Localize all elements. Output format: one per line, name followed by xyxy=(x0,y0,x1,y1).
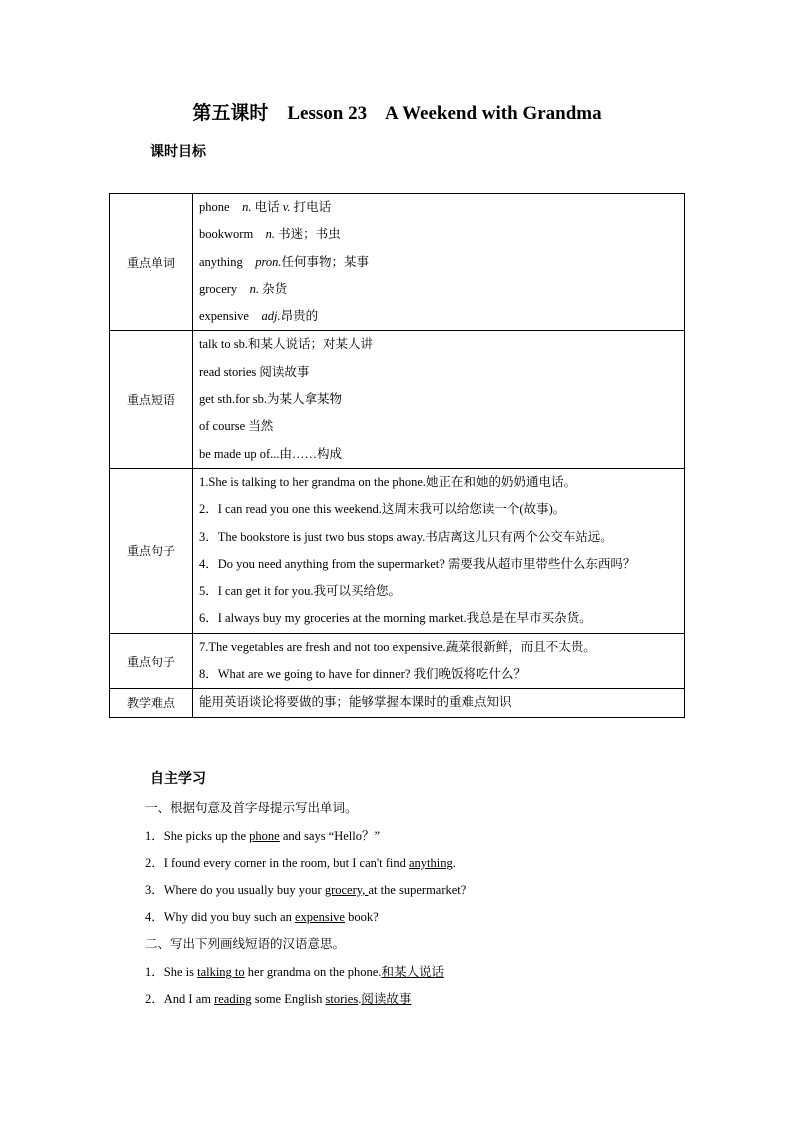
table-row-sentences-1 xyxy=(110,468,685,633)
word-item: expensive adj.昂贵的 xyxy=(199,309,319,324)
page-title: 第五课时 Lesson 23 A Weekend with Grandma xyxy=(192,103,602,124)
words-cell xyxy=(193,194,685,331)
table-row-sentences-2 xyxy=(110,633,685,689)
sentence-item: 2．I can read you one this weekend.这周末我可以给您读一个(故事)。 xyxy=(199,502,566,517)
table-row-phrases xyxy=(110,331,685,468)
answer-blank: 阅读故事 xyxy=(361,992,412,1006)
phrase-item: talk to sb.和某人说话；对某人讲 xyxy=(199,337,373,352)
word-item: grocery n. 杂货 xyxy=(199,281,288,296)
exercise-1-heading: 一、根据句意及首字母提示写出单词。 xyxy=(145,800,358,815)
answer-blank: grocery, xyxy=(324,883,369,897)
sentence-item: 6．I always buy my groceries at the morning market.我总是在早市买杂货。 xyxy=(199,611,592,626)
sentence-item: 5．I can get it for you.我可以买给您。 xyxy=(199,584,402,599)
underlined-phrase: reading xyxy=(214,992,252,1006)
exercise-item: 1．She picks up the phone and says “Hello？” xyxy=(145,829,381,843)
answer-blank: 和某人说话 xyxy=(381,965,444,979)
sentences-cell xyxy=(193,468,685,633)
category-phrases: 重点短语 xyxy=(110,331,193,468)
sentence-item: 7.The vegetables are fresh and not too expensive.蔬菜很新鲜，而且不太贵。 xyxy=(199,639,596,654)
category-difficulty: 教学难点 xyxy=(110,689,193,717)
table-row-words xyxy=(110,194,685,331)
exercise-item: 2．And I am reading some English stories.阅读故事 xyxy=(145,992,412,1006)
sentence-item: 4．Do you need anything from the supermarket? 需要我从超市里带些什么东西吗？ xyxy=(199,556,636,571)
difficulty-cell xyxy=(193,689,685,717)
word-item: bookworm n. 书迷；书虫 xyxy=(199,227,341,242)
category-words: 重点单词 xyxy=(110,194,193,331)
sentences-cell xyxy=(193,633,685,689)
phrase-item: get sth.for sb.为某人拿某物 xyxy=(199,392,343,407)
sentence-item: 8．What are we going to have for dinner? 我们晚饭将吃什么？ xyxy=(199,667,527,682)
underlined-phrase: talking to xyxy=(197,965,245,979)
category-sentences: 重点句子 xyxy=(110,468,193,633)
exercise-item: 3．Where do you usually buy your grocery, at the supermarket? xyxy=(145,883,467,897)
phrase-item: be made up of...由……构成 xyxy=(199,446,343,461)
word-item: anything pron.任何事物；某事 xyxy=(199,254,370,269)
phrases-cell xyxy=(193,331,685,468)
exercise-item: 2．I found every corner in the room, but I can't find anything. xyxy=(145,856,456,870)
lesson-goals-table xyxy=(109,193,685,718)
goals-label: 课时目标 xyxy=(150,144,206,160)
exercise-item: 4．Why did you buy such an expensive book? xyxy=(145,910,379,924)
sentence-item: 1.She is talking to her grandma on the phone.她正在和她的奶奶通电话。 xyxy=(199,474,577,489)
phrase-item: of course 当然 xyxy=(199,419,274,434)
word-item: phone n. 电话 v. 打电话 xyxy=(199,200,332,214)
answer-blank: phone xyxy=(249,829,280,843)
underlined-phrase: stories xyxy=(325,992,359,1006)
category-sentences: 重点句子 xyxy=(110,633,193,689)
sentence-item: 3．The bookstore is just two bus stops away.书店离这儿只有两个公交车站远。 xyxy=(199,529,613,544)
exercise-item: 1．She is talking to her grandma on the phone.和某人说话 xyxy=(145,965,444,979)
difficulty-text: 能用英语谈论将要做的事；能够掌握本课时的重难点知识 xyxy=(199,695,512,710)
answer-blank: anything xyxy=(408,856,453,870)
phrase-item: read stories 阅读故事 xyxy=(199,364,310,379)
exercise-2-heading: 二、写出下列画线短语的汉语意思。 xyxy=(145,936,346,951)
self-study-label: 自主学习 xyxy=(150,771,206,787)
table-row-difficulty xyxy=(110,689,685,717)
answer-blank: expensive xyxy=(294,910,345,924)
